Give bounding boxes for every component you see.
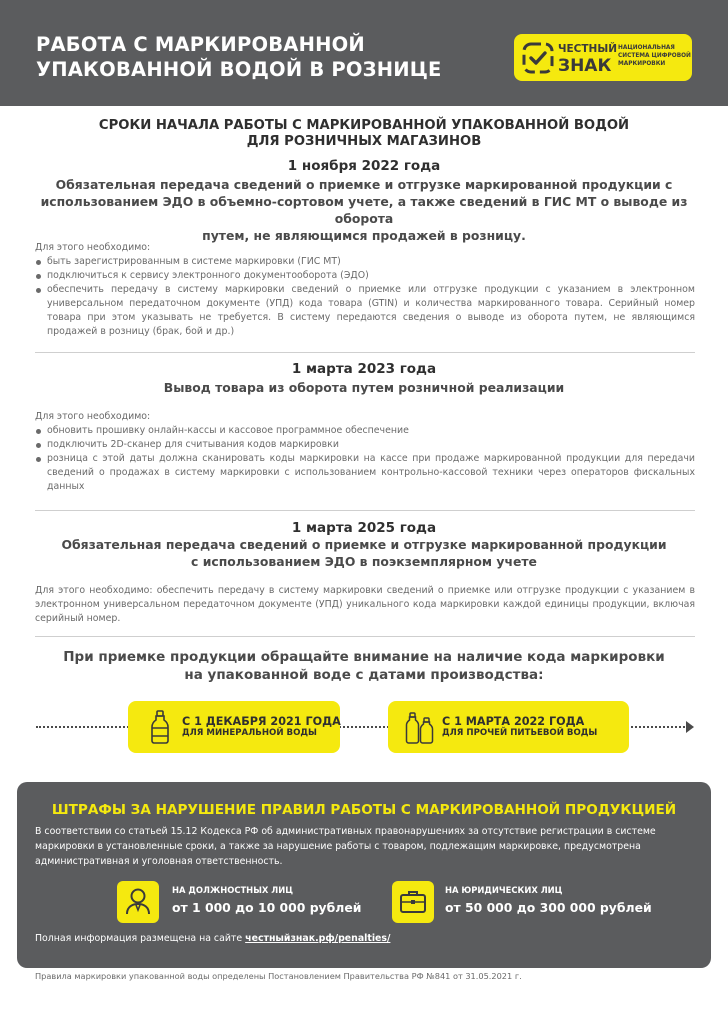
section3-subtitle-line-1: Обязательная передача сведений о приемке и отгрузке маркированной продукции (61, 537, 667, 552)
divider (35, 636, 695, 637)
logo-sub-line-3: МАРКИРОВКИ (618, 61, 666, 67)
logo-name-line-1: ЧЕСТНЫЙ (558, 43, 617, 55)
bottles-icon (402, 709, 438, 745)
header-title-line-1: РАБОТА С МАРКИРОВАННОЙ (36, 33, 365, 56)
page-header-title (36, 32, 442, 82)
legal-entities-fine-amount: от 50 000 до 300 000 рублей (445, 900, 652, 915)
person-icon (117, 881, 159, 923)
section3-date: 1 марта 2025 года (291, 520, 437, 536)
section3-text: Для этого необходимо: обеспечить передачу в систему маркировки сведений о приемке или отгрузке продукции с указанием в электронном универсальном передаточном документе (УПД) уникального кода маркировки каждой единицы продукции, включая серийный номер. (35, 585, 695, 624)
officials-fine-amount: от 1 000 до 10 000 рублей (172, 900, 362, 915)
section3-subtitle-line-2: с использованием ЭДО в поэкземплярном учете (191, 554, 537, 569)
fines-panel (17, 782, 711, 968)
badge-date: С 1 МАРТА 2022 ГОДА (442, 715, 585, 728)
logo-name (558, 42, 617, 75)
list-item: подключить 2D-сканер для считывания кодов маркировки (35, 438, 695, 452)
fines-title: ШТРАФЫ ЗА НАРУШЕНИЕ ПРАВИЛ РАБОТЫ С МАРКИРОВАННОЙ ПРОДУКЦИЕЙ (51, 802, 677, 818)
badge-label: ДЛЯ МИНЕРАЛЬНОЙ ВОДЫ (182, 728, 317, 738)
arrow-right-icon (686, 721, 694, 733)
section1-subtitle (30, 176, 698, 244)
divider (35, 510, 695, 511)
divider (35, 352, 695, 353)
mineral-water-date-badge (128, 701, 340, 753)
penalties-link[interactable]: честныйзнак.рф/penalties/ (245, 933, 391, 944)
fines-info-text: Полная информация размещена на сайте (35, 933, 243, 944)
briefcase-icon (392, 881, 434, 923)
section2-list (35, 424, 695, 494)
fines-info-row (35, 933, 390, 944)
logo-sub-line-2: СИСТЕМА ЦИФРОВОЙ (618, 53, 691, 59)
drinking-water-date-badge (388, 701, 629, 753)
section2-requirements (35, 410, 695, 494)
logo-subtitle (618, 44, 691, 68)
checkmark-logo-icon (522, 42, 554, 74)
section1-subtitle-line-2: использованием ЭДО в объемно-сортовом учете, а также сведений в ГИС МТ о выводе из оборота (40, 194, 688, 226)
main-title-line-2: ДЛЯ РОЗНИЧНЫХ МАГАЗИНОВ (246, 134, 482, 149)
section1-list (35, 255, 695, 339)
section1-date: 1 ноября 2022 года (287, 158, 441, 174)
list-item: быть зарегистрированным в системе маркировки (ГИС МТ) (35, 255, 695, 269)
main-title (0, 118, 728, 150)
list-item: обеспечить передачу в систему маркировки сведений о приемке или отгрузке продукции с указанием в электронном универсальном передаточном документе (УПД) кода товара (GTIN) и количества маркированного товара. Серийный номер товара при этом указывать не требуется. В систему передаются сведения о выводе из оборота путем, не являющимся продажей в розницу (брак, бой и др.) (35, 283, 695, 339)
list-item: розница с этой даты должна сканировать коды маркировки на кассе при продаже маркированной продукции для передачи сведений о продажах в систему маркировки с использованием контрольно-кассовой техники через операторов фискальных данных (35, 452, 695, 494)
main-title-line-1: СРОКИ НАЧАЛА РАБОТЫ С МАРКИРОВАННОЙ УПАКОВАННОЙ ВОДОЙ (98, 118, 630, 133)
list-item: обновить прошивку онлайн-кассы и кассовое программное обеспечение (35, 424, 695, 438)
section1-subtitle-line-1: Обязательная передача сведений о приемке и отгрузке маркированной продукции с (55, 177, 673, 192)
bottle-icon (142, 709, 178, 745)
logo-sub-line-1: НАЦИОНАЛЬНАЯ (618, 45, 675, 51)
chestny-znak-logo (514, 34, 692, 81)
section3-subtitle (30, 536, 698, 570)
officials-fine-label: НА ДОЛЖНОСТНЫХ ЛИЦ (172, 885, 293, 895)
badge-text (442, 715, 597, 739)
attention-line-1: При приемке продукции обращайте внимание на наличие кода маркировки (63, 649, 665, 665)
section2-date: 1 марта 2023 года (291, 361, 437, 377)
header-title-line-2: УПАКОВАННОЙ ВОДОЙ В РОЗНИЦЕ (36, 58, 442, 81)
header-bar (0, 0, 728, 106)
attention-line-2: на упакованной воде с датами производства: (184, 667, 544, 683)
fines-description: В соответствии со статьей 15.12 Кодекса РФ об административных правонарушениях за отсутствие регистрации в системе маркировки в установленные сроки, а также за нарушение работы с товаром, подлежащим маркировке, предусмотрена административная и уголовная ответственность. (35, 826, 656, 867)
section1-needs-label: Для этого необходимо: (35, 242, 151, 253)
section2-subtitle: Вывод товара из оборота путем розничной реализации (163, 380, 565, 395)
badge-text (182, 715, 341, 739)
footer-note: Правила маркировки упакованной воды определены Постановлением Правительства РФ №841 от 31.05.2021 г. (35, 971, 522, 981)
attention-note (0, 648, 728, 684)
section2-needs-label: Для этого необходимо: (35, 411, 151, 422)
logo-name-line-2: ЗНАК (558, 56, 612, 76)
legal-entities-fine-label: НА ЮРИДИЧЕСКИХ ЛИЦ (445, 885, 563, 895)
badge-label: ДЛЯ ПРОЧЕЙ ПИТЬЕВОЙ ВОДЫ (442, 728, 598, 738)
section1-subtitle-line-3: путем, не являющимся продажей в розницу. (202, 228, 526, 243)
section1-requirements (35, 241, 695, 339)
list-item: подключиться к сервису электронного документооборота (ЭДО) (35, 269, 695, 283)
badge-date: С 1 ДЕКАБРЯ 2021 ГОДА (182, 715, 341, 728)
